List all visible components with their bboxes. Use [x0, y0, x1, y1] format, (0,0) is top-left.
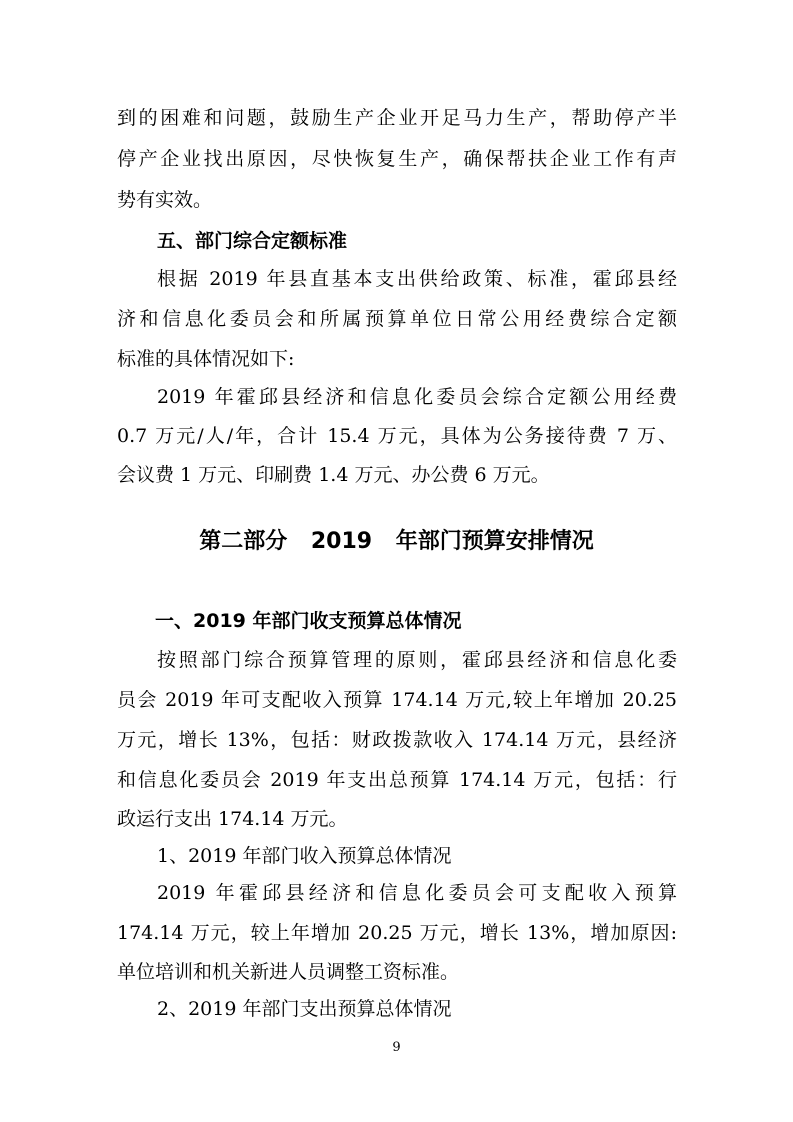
page-number: 9 — [392, 1040, 401, 1055]
body-text-line: 势有实效。 — [117, 189, 213, 211]
body-text-line: 根据 2019 年县直基本支出供给政策、标准，霍邱县经 — [157, 268, 677, 290]
body-text-line: 会议费 1 万元、印刷费 1.4 万元、办公费 6 万元。 — [117, 464, 550, 486]
item-heading: 1、2019 年部门收入预算总体情况 — [157, 845, 452, 867]
body-text-line: 政运行支出 174.14 万元。 — [117, 808, 348, 830]
body-text-line: 2019 年霍邱县经济和信息化委员会综合定额公用经费 — [157, 386, 677, 408]
body-text-line: 济和信息化委员会和所属预算单位日常公用经费综合定额 — [117, 308, 677, 330]
body-text-line: 0.7 万元/人/年，合计 15.4 万元，具体为公务接待费 7 万、 — [117, 425, 677, 447]
body-text-line: 174.14 万元，较上年增加 20.25 万元，增长 13%，增加原因: — [117, 922, 677, 944]
part-heading: 第二部分 2019 年部门预算安排情况 — [199, 529, 594, 554]
body-text-line: 按照部门综合预算管理的原则，霍邱县经济和信息化委 — [157, 649, 677, 671]
body-text-line: 标准的具体情况如下: — [117, 348, 295, 370]
subsection-heading: 一、2019 年部门收支预算总体情况 — [155, 610, 462, 632]
body-text-line: 和信息化委员会 2019 年支出总预算 174.14 万元，包括：行 — [117, 769, 677, 791]
body-text-line: 停产企业找出原因，尽快恢复生产，确保帮扶企业工作有声 — [117, 148, 677, 170]
body-text-line: 万元，增长 13%，包括：财政拨款收入 174.14 万元，县经济 — [117, 729, 677, 751]
body-text-line: 2019 年霍邱县经济和信息化委员会可支配收入预算 — [157, 882, 677, 904]
section-heading: 五、部门综合定额标准 — [157, 230, 348, 252]
item-heading: 2、2019 年部门支出预算总体情况 — [157, 998, 452, 1020]
body-text-line: 到的困难和问题，鼓励生产企业开足马力生产，帮助停产半 — [117, 107, 677, 129]
body-text-line: 单位培训和机关新进人员调整工资标准。 — [117, 961, 460, 983]
body-text-line: 员会 2019 年可支配收入预算 174.14 万元,较上年增加 20.25 — [117, 689, 677, 711]
